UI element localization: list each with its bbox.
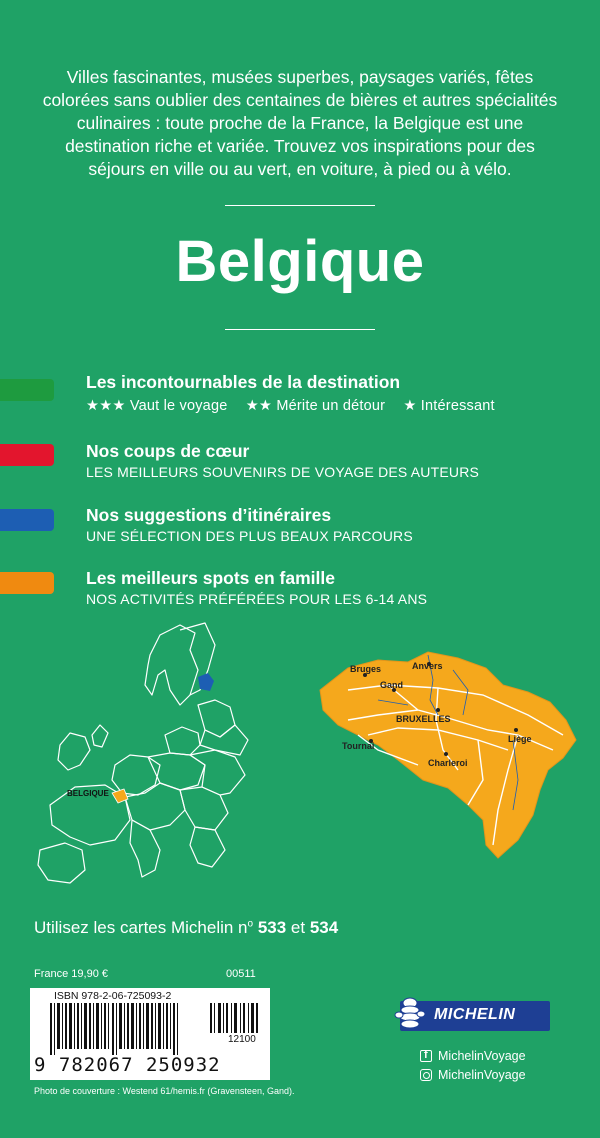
maps-reference — [34, 918, 338, 938]
legend-bar-blue — [0, 509, 54, 531]
addon-code: 12100 — [228, 1034, 256, 1045]
bibendum-icon — [390, 995, 430, 1035]
maps-and: et — [290, 918, 306, 937]
barcode-bars — [50, 1003, 200, 1055]
city-bruxelles: BRUXELLES — [396, 714, 451, 724]
legend-title-incontournables: Les incontournables de la destination — [86, 372, 401, 392]
brand-name: MICHELIN — [434, 1006, 516, 1023]
social-facebook[interactable] — [420, 1049, 526, 1063]
legend-title-coups-de-coeur: Nos coups de cœur — [86, 441, 250, 461]
facebook-icon: f — [420, 1050, 432, 1062]
city-liege: Liège — [508, 734, 532, 744]
legend-sub-famille: NOS ACTIVITÉS PRÉFÉRÉES POUR LES 6-14 ANS — [86, 591, 428, 607]
star-rating-1: ★ Intéressant — [403, 398, 495, 414]
product-code: 00511 — [226, 968, 256, 980]
legend-title-famille: Les meilleurs spots en famille — [86, 568, 335, 588]
city-anvers: Anvers — [412, 661, 443, 671]
maps-sup: o — [247, 918, 254, 930]
divider-top — [225, 205, 375, 206]
map-number-1: 533 — [257, 918, 287, 937]
cover-credit: Photo de couverture : Westend 61/hemis.fr (Gravensteen, Gand). — [34, 1086, 295, 1096]
city-tournai: Tournai — [342, 741, 375, 751]
city-charleroi: Charleroi — [428, 758, 468, 768]
social-instagram[interactable] — [420, 1068, 526, 1082]
instagram-icon — [420, 1069, 432, 1081]
city-gand: Gand — [380, 680, 404, 690]
price: France 19,90 € — [34, 968, 108, 980]
legend-title-itineraires: Nos suggestions d’itinéraires — [86, 505, 332, 525]
europe-map-label: BELGIQUE — [67, 789, 109, 798]
legend-bar-orange — [0, 572, 54, 594]
barcode — [30, 988, 270, 1080]
star-rating-2: ★★ Mérite un détour — [245, 398, 386, 414]
legend-sub-itineraires: UNE SÉLECTION DES PLUS BEAUX PARCOURS — [86, 528, 413, 544]
star-ratings — [86, 398, 509, 414]
maps-text: Utilisez les cartes Michelin n — [34, 918, 248, 937]
legend-bar-red — [0, 444, 54, 466]
city-bruges: Bruges — [350, 664, 382, 674]
addon-bars — [210, 1003, 260, 1033]
europe-map — [30, 615, 260, 890]
belgium-map — [318, 640, 580, 870]
ean-digits: 9 782067 250932 — [34, 1054, 221, 1076]
divider-bottom — [225, 329, 375, 330]
legend-sub-coups-de-coeur: LES MEILLEURS SOUVENIRS DE VOYAGE DES AUTEURS — [86, 464, 480, 480]
intro-paragraph: Villes fascinantes, musées superbes, paysages variés, fêtes colorées sans oublier des centaines de bières et autres spécialités culinaires : toute proche de la France, la Belgique est une destination riche et variée. Trouvez vos inspirations pour des séjours en ville ou au vert, en voiture, à pied ou à vélo. — [42, 67, 558, 179]
page-title: Belgique — [175, 229, 425, 294]
michelin-logo — [400, 1001, 550, 1031]
isbn: ISBN 978-2-06-725093-2 — [54, 990, 172, 1002]
star-rating-3: ★★★ Vaut le voyage — [86, 398, 228, 414]
facebook-handle: MichelinVoyage — [438, 1049, 526, 1063]
map-number-2: 534 — [309, 918, 339, 937]
legend-bar-green — [0, 379, 54, 401]
instagram-handle: MichelinVoyage — [438, 1068, 526, 1082]
